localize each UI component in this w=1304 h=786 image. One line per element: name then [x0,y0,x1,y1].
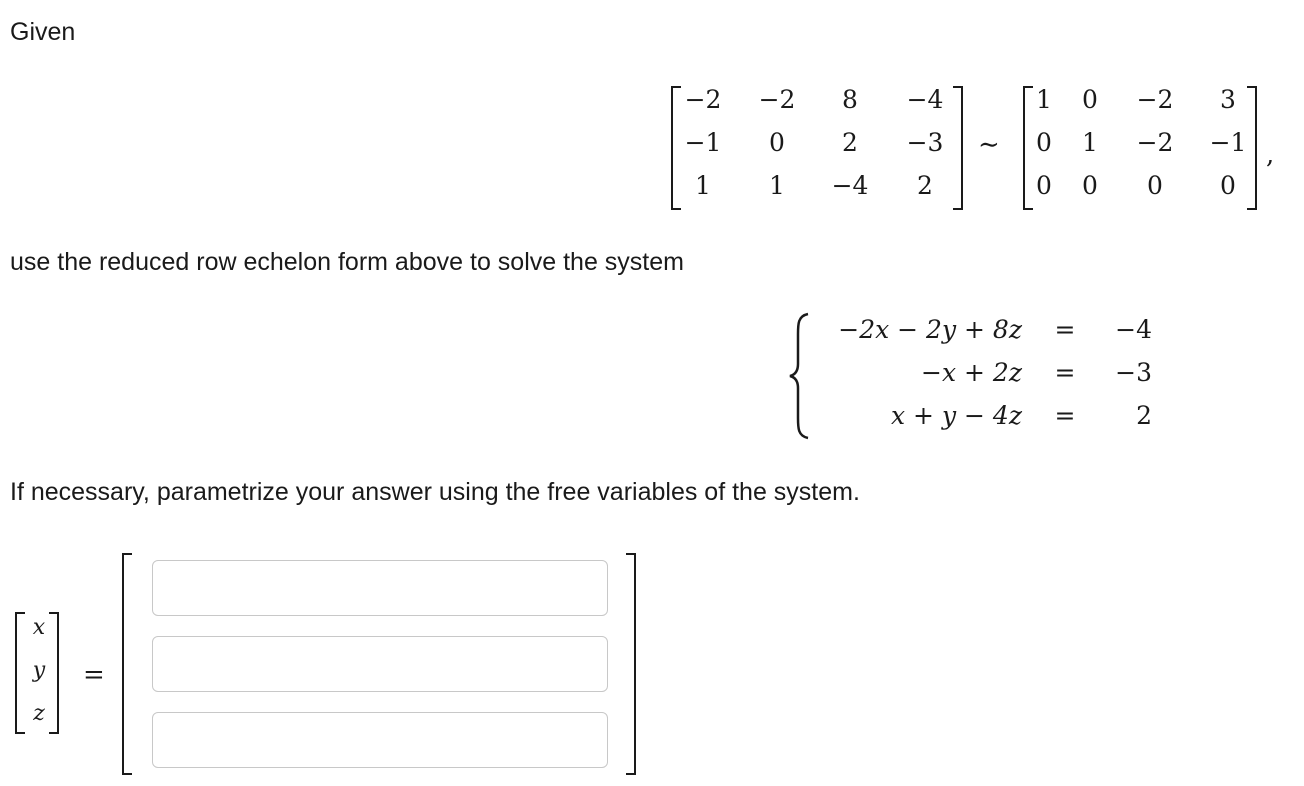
answer-input-x[interactable] [152,560,608,616]
left-brace [786,312,812,440]
matrix-cell: −3 [906,128,944,157]
matrix-cell: 0 [1082,85,1098,114]
prompt-parametrize: If necessary, parametrize your answer using the free variables of the system. [10,478,860,506]
matrix-cell: −1 [684,128,722,157]
equation-rhs: −4 [1115,315,1152,344]
equals-sign: = [83,660,105,690]
matrix-cell: 0 [769,128,785,157]
matrix-cell: −2 [684,85,722,114]
matrix-cell: 0 [1082,171,1098,200]
matrix-cell: 8 [842,85,858,114]
matrix-cell: 2 [917,171,933,200]
matrix-cell: 1 [1082,128,1098,157]
trailing-comma: , [1266,140,1275,170]
matrix-cell: 1 [1036,85,1052,114]
matrix-cell: 3 [1220,85,1236,114]
answer-input-y[interactable] [152,636,608,692]
equation-lhs: −x + 2z [921,358,1022,387]
matrix-cell: −4 [831,171,869,200]
equation-rhs: −3 [1115,358,1152,387]
prompt-use-rref: use the reduced row echelon form above to solve the system [10,248,684,276]
matrix-cell: −2 [1136,128,1174,157]
variable-x: x [32,615,46,640]
right-bracket [626,553,636,775]
matrix-cell: 1 [695,171,711,200]
equals-sign: = [1054,401,1076,430]
matrix-cell: 0 [1220,171,1236,200]
row-equivalent-symbol: ∼ [978,130,1000,160]
matrix-cell: −2 [758,85,796,114]
equation-lhs: x + y − 4z [891,401,1022,430]
matrix-cell: 0 [1036,128,1052,157]
equals-sign: = [1054,315,1076,344]
matrix-cell: −4 [906,85,944,114]
equals-sign: = [1054,358,1076,387]
equation-rhs: 2 [1136,401,1152,430]
variable-z: z [33,701,45,726]
answer-input-z[interactable] [152,712,608,768]
matrix-cell: 2 [842,128,858,157]
matrix-cell: −2 [1136,85,1174,114]
variable-y: y [32,658,46,683]
left-bracket [122,553,132,775]
equation-lhs: −2x − 2y + 8z [838,315,1022,344]
matrix-cell: −1 [1209,128,1247,157]
matrix-cell: 1 [769,171,785,200]
matrix-cell: 0 [1147,171,1163,200]
matrix-cell: 0 [1036,171,1052,200]
prompt-given: Given [10,18,76,46]
